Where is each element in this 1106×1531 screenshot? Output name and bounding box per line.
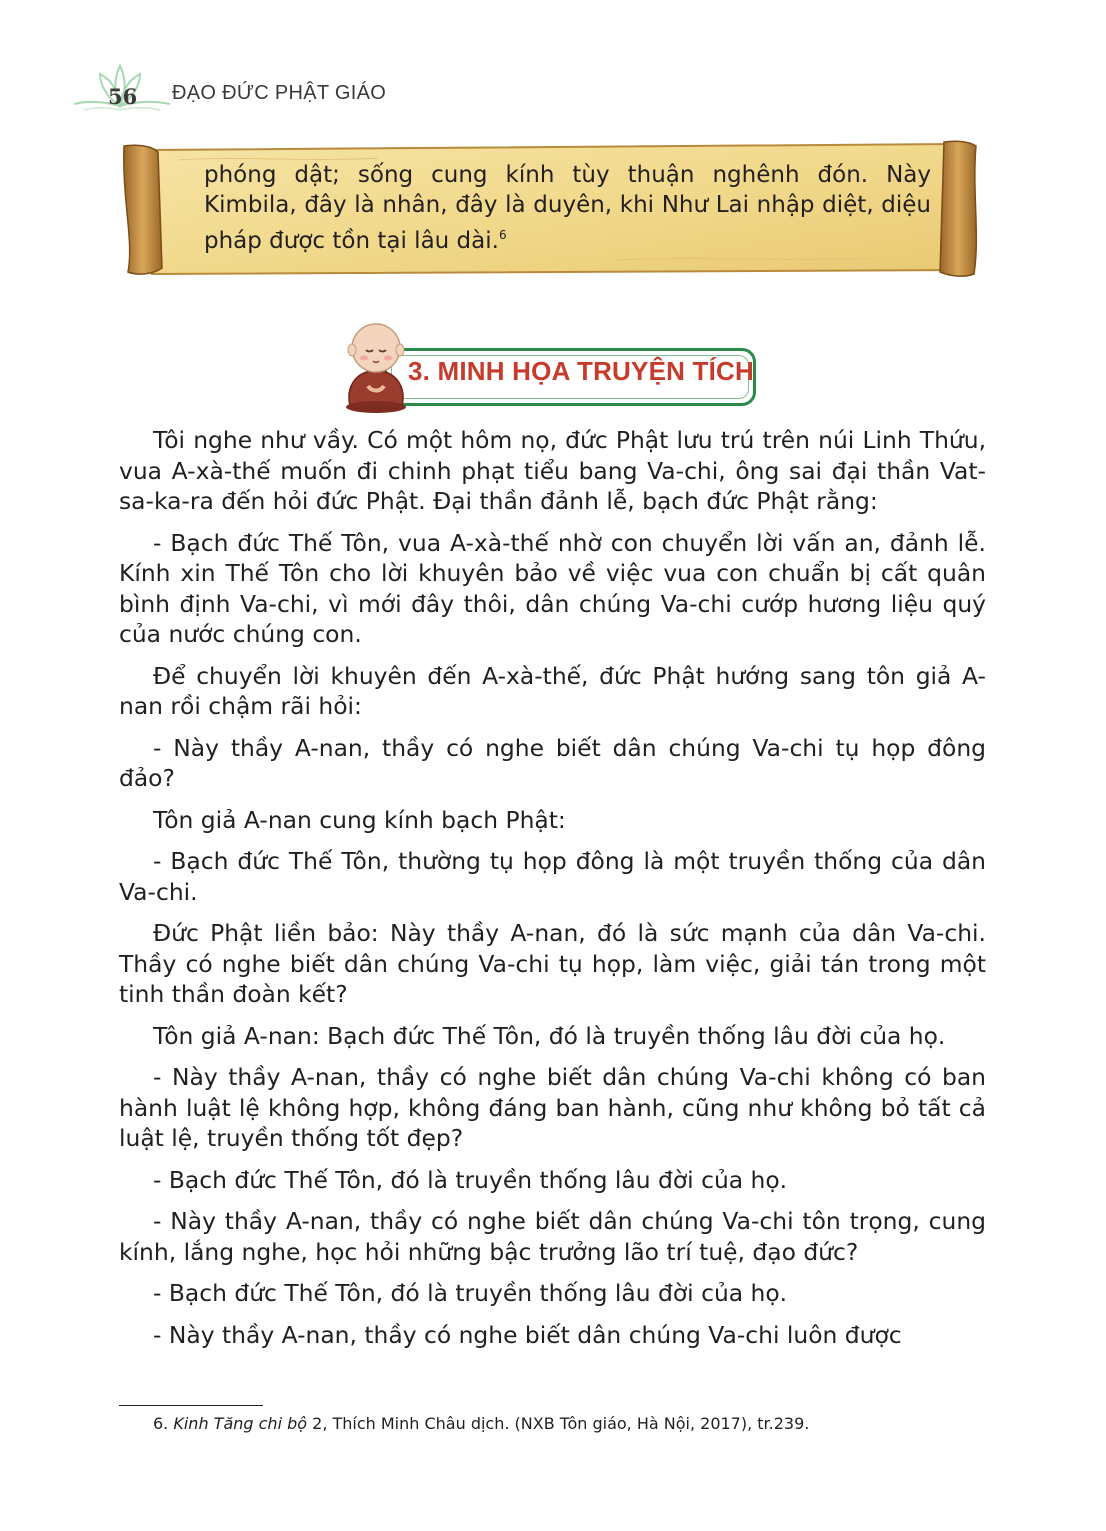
paragraph: Tôn giả A-nan: Bạch đức Thế Tôn, đó là truyền thống lâu đời của họ. xyxy=(153,1021,946,1050)
paragraph: Để chuyển lời khuyên đến A-xà-thế, đức Phật hướng sang tôn giả A-nan rồi chậm rãi hỏi: xyxy=(119,661,986,720)
paragraph: - Bạch đức Thế Tôn, vua A-xà-thế nhờ con chuyển lời vấn an, đảnh lễ. Kính xin Thế Tôn cho lời khuyên bảo về việc vua con chuẩn bị cất quân bình định Va-chi, vì mới đây thôi, dân chúng Va-chi cướp hương liệu quý của nước chúng con. xyxy=(119,528,986,648)
paragraph: Đức Phật liền bảo: Này thầy A-nan, đó là sức mạnh của dân Va-chi. Thầy có nghe biết dân chúng Va-chi tụ họp, làm việc, giải tán trong một tinh thần đoàn kết? xyxy=(119,919,986,1008)
footnote-ref[interactable]: 6 xyxy=(498,228,507,242)
section-title: 3. MINH HỌA TRUYỆN TÍCH xyxy=(408,356,754,386)
paragraph: - Này thầy A-nan, thầy có nghe biết dân chúng Va-chi luôn được xyxy=(153,1320,902,1349)
paragraph: - Bạch đức Thế Tôn, đó là truyền thống lâu đời của họ. xyxy=(153,1279,788,1307)
monk-illustration xyxy=(336,314,416,414)
book-title: ĐẠO ĐỨC PHẬT GIÁO xyxy=(172,82,387,104)
paragraph: Tôi nghe như vầy. Có một hôm nọ, đức Phật lưu trú trên núi Linh Thứu, vua A-xà-thế muốn đi chinh phạt tiểu bang Va-chi, ông sai đại thần Vat-sa-ka-ra đến hỏi đức Phật. Đại thần đảnh lễ, bạch đức Phật rằng: xyxy=(119,426,986,515)
quote-scroll xyxy=(118,140,980,278)
paragraph: - Này thầy A-nan, thầy có nghe biết dân chúng Va-chi tụ họp đông đảo? xyxy=(119,733,986,792)
footnote-source-title: Kinh Tăng chi bộ xyxy=(173,1414,308,1433)
page-number: 56 xyxy=(108,84,138,109)
footnote-source-details: 2, Thích Minh Châu dịch. (NXB Tôn giáo, Hà Nội, 2017), tr.239. xyxy=(307,1414,810,1433)
section-heading xyxy=(336,314,766,414)
footnote xyxy=(153,1414,809,1433)
page-header xyxy=(70,62,490,122)
scroll-quote-text xyxy=(204,160,931,256)
paragraph: - Này thầy A-nan, thầy có nghe biết dân chúng Va-chi không có ban hành luật lệ không hợp, không đáng ban hành, cũng như không bỏ tất cả luật lệ, truyền thống tốt đẹp? xyxy=(119,1063,986,1152)
story-body xyxy=(119,425,986,1361)
footnote-divider xyxy=(119,1405,263,1406)
paragraph: - Bạch đức Thế Tôn, đó là truyền thống lâu đời của họ. xyxy=(153,1165,788,1194)
paragraph: - Này thầy A-nan, thầy có nghe biết dân chúng Va-chi tôn trọng, cung kính, lắng nghe, học hỏi những bậc trưởng lão trí tuệ, đạo đức? xyxy=(119,1207,986,1266)
paragraph: - Bạch đức Thế Tôn, thường tụ họp đông là một truyền thống của dân Va-chi. xyxy=(119,847,986,906)
footnote-number: 6. xyxy=(153,1414,169,1433)
scroll-quote-body: phóng dật; sống cung kính tùy thuận nghênh đón. Này Kimbila, đây là nhân, đây là duyên, khi Như Lai nhập diệt, diệu pháp được tồn tại lâu dài. xyxy=(204,162,931,254)
paragraph: Tôn giả A-nan cung kính bạch Phật: xyxy=(153,805,566,834)
